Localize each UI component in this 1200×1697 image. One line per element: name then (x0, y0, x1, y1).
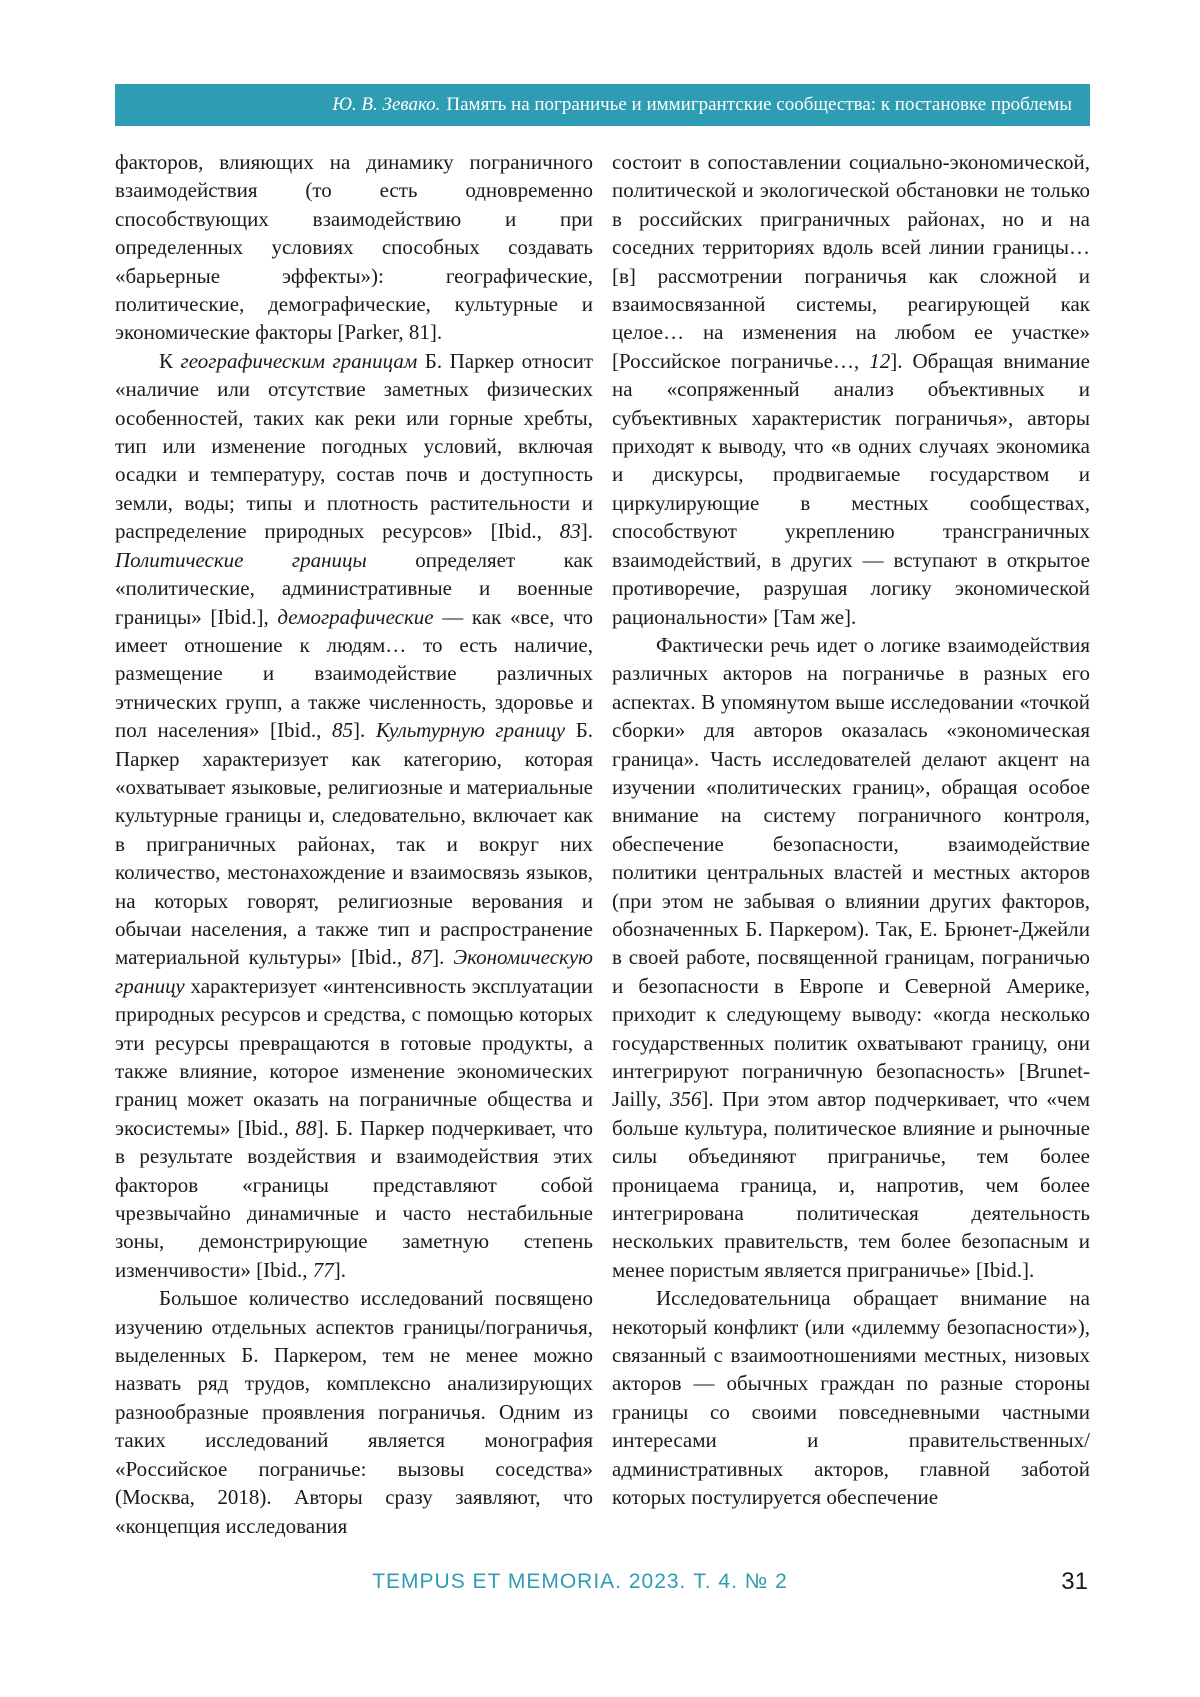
header-author: Ю. В. Зевако. (332, 94, 441, 115)
paragraph (115, 1284, 593, 1540)
page-number: 31 (1061, 1568, 1088, 1595)
italic-run: Политические границы (115, 547, 367, 572)
italic-run: 88 (295, 1115, 317, 1140)
paragraph (115, 347, 593, 1284)
text-run: ]. (580, 519, 593, 544)
text-run: состоит в сопоставлении социально-экономической, политической и экологической обстановки не только в российских приграничных районах, но и на соседних территориях вдоль всей линии границы… [в] рассмотрении пограничья как сложной и взаимосвязанной системы, реагирующей как целое… на изменения на любом ее участке» [Российское пограничье…, (612, 150, 1090, 373)
text-run: ]. (432, 945, 454, 970)
text-run: Исследовательница обращает внимание на некоторый конфликт (или «дилемму безопасности»), связанный с взаимоотношениями местных, низовых акторов — обычных граждан по разные стороны границы со своими повседневными частными интересами и правительственных/административных акторов, главной заботой которых постулируется обеспечение (612, 1286, 1090, 1510)
italic-run: 12 (869, 348, 891, 373)
text-run: определяет как «политические, административные и военные границы» [Ibid.], (115, 547, 593, 629)
text-run: — как «все, что имеет отношение к людям… то есть наличие, размещение и взаимодействие различных этнических групп, а также численность, здоровье и пол населения» [Ibid., (115, 604, 593, 743)
text-run: ]. Б. Паркер подчеркивает, что в результате воздействия и взаимодействия этих факторов «границы представляют собой чрезвычайно динамичные и часто нестабильные зоны, демонстрирующие заметную степень изменчивости» [Ibid., (115, 1115, 593, 1282)
italic-run: 87 (411, 945, 433, 970)
italic-run: 77 (312, 1257, 334, 1282)
text-run: ]. Обращая внимание на «сопряженный анализ объективных и субъективных характеристик пограничья», авторы приходят к выводу, что «в одних случаях экономика и дискурсы, продвигаемые государством и циркулирующие в местных сообществах, способствуют укреплению трансграничных взаимодействий, в других — вступают в открытое противоречие, разрушая логику экономической рациональности» [Там же]. (612, 348, 1090, 629)
paragraph (612, 631, 1090, 1284)
text-run: ]. (352, 718, 376, 743)
paragraph (612, 1284, 1090, 1511)
text-run: характеризует «интенсивность эксплуатации природных ресурсов и средства, с помощью которых эти ресурсы превращаются в готовые продукты, а также влияние, которое изменение экономических границ может оказать на пограничные общества и экосистемы» [Ibid., (115, 973, 593, 1140)
running-header (115, 84, 1090, 126)
text-run: К (159, 348, 181, 373)
header-title: Память на пограничье и иммигрантские сообщества: к постановке проблемы (446, 94, 1072, 115)
italic-run: Экономическую границу (115, 945, 593, 998)
text-run: Б. Паркер относит «наличие или отсутствие заметных физических особенностей, таких как реки или горные хребты, тип или изменение погодных условий, включая осадки и температуру, состав почв и доступность земли, воды; типы и плотность растительности и распределение природных ресурсов» [Ibid., (115, 348, 593, 544)
text-run: Большое количество исследований посвящено изучению отдельных аспектов границы/пограничья, выделенных Б. Паркером, тем не менее можно назвать ряд трудов, комплексно анализирующих разнообразные проявления пограничья. Одним из таких исследований является монография «Российское пограничье: вызовы соседства» (Москва, 2018). Авторы сразу заявляют, что «концепция исследования (115, 1286, 593, 1538)
italic-run: 83 (559, 519, 581, 544)
journal-name: TEMPUS ET MEMORIA. 2023. Т. 4. № 2 (372, 1570, 788, 1593)
text-run: Б. Паркер характеризует как категорию, которая «охватывает языковые, религиозные и материальные культурные границы и, следовательно, включает как в приграничных районах, так и вокруг них количество, местонахождение и взаимосвязь языков, на которых говорят, религиозные верования и обычаи населения, а также тип и распространение материальной культуры» [Ibid., (115, 718, 593, 970)
paragraph (115, 148, 593, 347)
page-footer (0, 1568, 1200, 1600)
italic-run: Культурную границу (375, 718, 566, 743)
italic-run: 85 (331, 718, 353, 743)
italic-run: 356 (669, 1087, 702, 1112)
text-run: ]. (333, 1257, 346, 1282)
italic-run: демографические (277, 604, 434, 629)
left-column (115, 148, 593, 1540)
text-run: ]. При этом автор подчеркивает, что «чем больше культура, политическое влияние и рыночные силы объединяют приграничье, тем более проницаема граница, и, напротив, чем более интегрирована политическая деятельность нескольких правительств, тем более безопасным и менее пористым является приграничье» [Ibid.]. (612, 1087, 1090, 1282)
paragraph (612, 148, 1090, 631)
italic-run: географическим границам (180, 348, 418, 373)
text-run: факторов, влияющих на динамику пограничного взаимодействия (то есть одновременно способствующих взаимодействию и при определенных условиях способных создавать «барьерные эффекты»): географические, политические, демографические, культурные и экономические факторы [Parker, 81]. (115, 150, 593, 345)
text-run: Фактически речь идет о логике взаимодействия различных акторов на пограничье в разных его аспектах. В упомянутом выше исследовании «точкой сборки» для авторов оказалась «экономическая граница». Часть исследователей делают акцент на изучении «политических границ», обращая особое внимание на систему пограничного контроля, обеспечение безопасности, взаимодействие политики центральных властей и местных акторов (при этом не забывая о влиянии других факторов, обозначенных Б. Паркером). Так, Е. Брюнет-Джейли в своей работе, посвященной границам, пограничью и безопасности в Европе и Северной Америке, приходит к следующему выводу: «когда несколько государственных политик охватывают границу, они интегрируют пограничную безопасность» [Brunet-Jailly, (612, 632, 1090, 1112)
right-column (612, 148, 1090, 1512)
